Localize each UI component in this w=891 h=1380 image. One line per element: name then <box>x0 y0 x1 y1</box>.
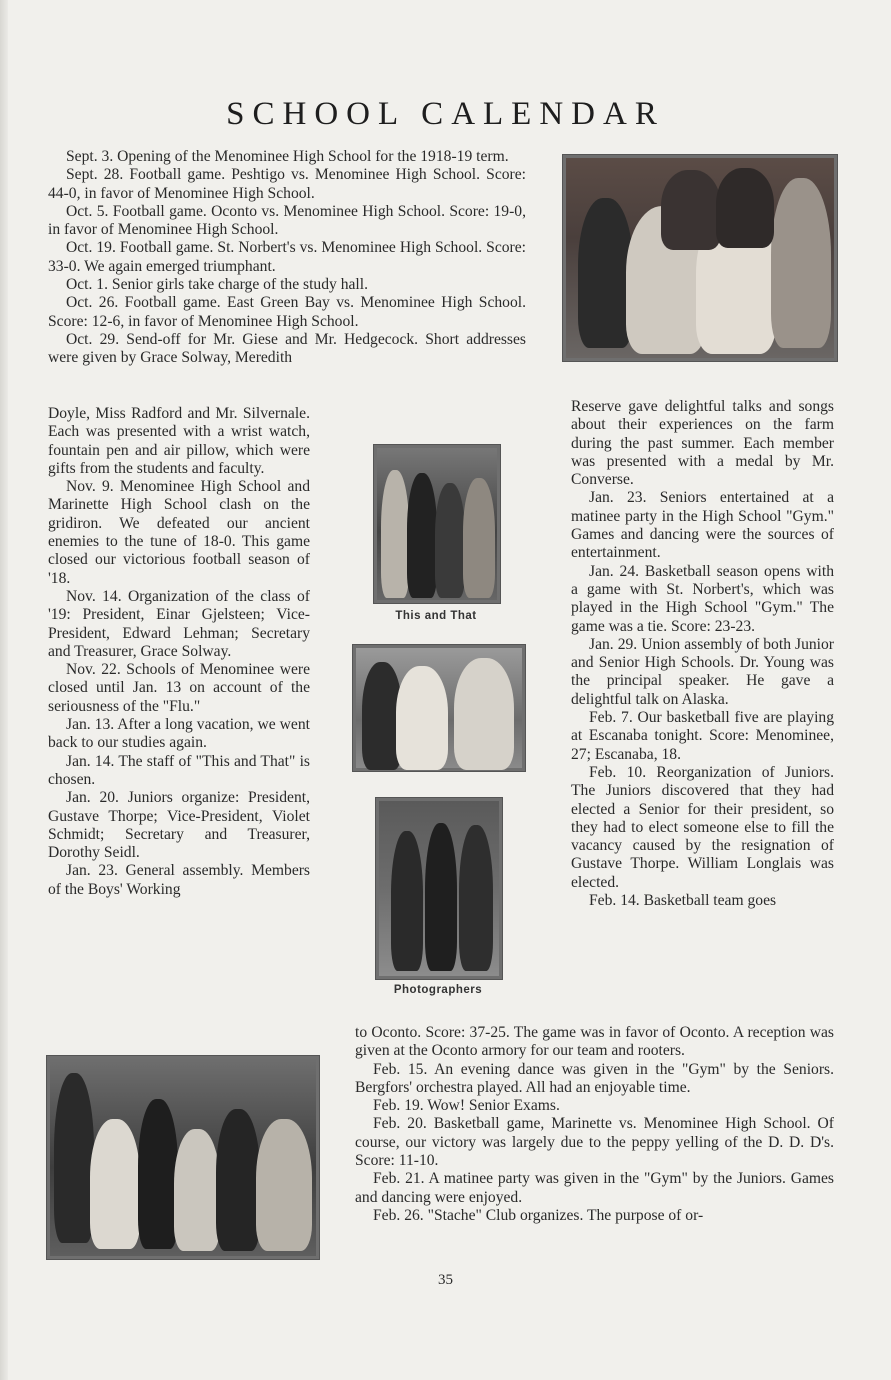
calendar-entry: Reserve gave delightful talks and songs about their experiences on the farm during the past summer. Each member was presented with a medal by Mr. Converse. <box>571 398 834 489</box>
page-title: SCHOOL CALENDAR <box>226 96 665 132</box>
calendar-entry: Feb. 21. A matinee party was given in the "Gym" by the Juniors. Games and dancing were enjoyed. <box>355 1170 834 1206</box>
photo-large-group <box>46 1055 320 1260</box>
calendar-entry: Feb. 7. Our basketball five are playing at Escanaba tonight. Score: Menominee, 27; Escanaba, 18. <box>571 709 834 763</box>
calendar-entry: Nov. 9. Menominee High School and Marinette High School clash on the gridiron. We defeated our ancient enemies to the tune of 18-0. This game closed our victorious football season of '18. <box>48 478 310 587</box>
photo-group-girls <box>562 154 838 362</box>
calendar-entry: Jan. 14. The staff of "This and That" is chosen. <box>48 752 310 788</box>
photo-photographers <box>375 797 503 980</box>
calendar-entry: Feb. 10. Reorganization of Juniors. The Juniors discovered that they had elected a Senior for their president, so they had to elect someone else to fill the vacancy caused by the resignation of Gustave Thorpe. William Longlais was elected. <box>571 763 834 891</box>
calendar-entry: Feb. 19. Wow! Senior Exams. <box>373 1097 560 1115</box>
calendar-entry: Oct. 19. Football game. St. Norbert's vs. Menominee High School. Score: 33-0. We again emerged triumphant. <box>48 239 526 275</box>
calendar-entry: Jan. 20. Juniors organize: President, Gustave Thorpe; Vice-President, Violet Schmidt; Secretary and Treasurer, Dorothy Seidl. <box>48 789 310 862</box>
calendar-entry: Feb. 20. Basketball game, Marinette vs. Menominee High School. Of course, our victory was largely due to the peppy yelling of the D. D. D's. Score: 11-10. <box>355 1115 834 1170</box>
calendar-entry: Oct. 5. Football game. Oconto vs. Menominee High School. Score: 19-0, in favor of Menominee High School. <box>48 202 526 239</box>
calendar-column-left <box>48 405 310 899</box>
calendar-entry: Oct. 26. Football game. East Green Bay vs. Menominee High School. Score: 12-6, in favor of Menominee High School. <box>48 294 526 330</box>
calendar-entry: Oct. 1. Senior girls take charge of the study hall. <box>66 276 368 294</box>
photo-this-and-that <box>373 444 501 604</box>
calendar-entry: Oct. 29. Send-off for Mr. Giese and Mr. Hedgecock. Short addresses were given by Grace Solway, Meredith <box>48 330 526 367</box>
caption-this-and-that: This and That <box>395 610 477 622</box>
page-number: 35 <box>438 1272 453 1288</box>
calendar-entry: Feb. 26. "Stache" Club organizes. The purpose of or- <box>373 1206 704 1224</box>
calendar-entry: Sept. 3. Opening of the Menominee High School for the 1918-19 term. <box>66 148 509 165</box>
page-gutter <box>0 0 8 1380</box>
calendar-entry: to Oconto. Score: 37-25. The game was in favor of Oconto. A reception was given at the Oconto armory for our team and rooters. <box>355 1024 834 1060</box>
calendar-entry: Doyle, Miss Radford and Mr. Silvernale. Each was presented with a wrist watch, fountain pen and air pillow, which were gifts from the students and faculty. <box>48 405 310 477</box>
photo-three-people <box>352 644 526 772</box>
caption-photographers: Photographers <box>393 984 483 996</box>
calendar-column-top <box>48 148 526 368</box>
calendar-entry: Nov. 22. Schools of Menominee were closed until Jan. 13 on account of the seriousness of the "Flu." <box>48 661 310 715</box>
calendar-entry: Jan. 13. After a long vacation, we went back to our studies again. <box>48 716 310 752</box>
calendar-column-right <box>571 398 834 910</box>
calendar-column-bottom <box>355 1024 834 1225</box>
calendar-entry: Jan. 23. Seniors entertained at a matinee party in the High School "Gym." Games and dancing were the sources of entertainment. <box>571 489 834 562</box>
calendar-entry: Jan. 29. Union assembly of both Junior and Senior High Schools. Dr. Young was the principal speaker. He gave a delightful talk on Alaska. <box>571 635 834 708</box>
calendar-entry: Feb. 15. An evening dance was given in the "Gym" by the Seniors. Bergfors' orchestra played. All had an enjoyable time. <box>355 1060 834 1096</box>
calendar-entry: Feb. 14. Basketball team goes <box>589 892 777 910</box>
calendar-entry: Sept. 28. Football game. Peshtigo vs. Menominee High School. Score: 44-0, in favor of Menominee High School. <box>48 166 526 202</box>
calendar-entry: Jan. 23. General assembly. Members of the Boys' Working <box>48 862 310 898</box>
calendar-entry: Jan. 24. Basketball season opens with a game with St. Norbert's, which was played in the High School "Gym." The game was a tie. Score: 23-23. <box>571 562 834 635</box>
calendar-entry: Nov. 14. Organization of the class of '19: President, Einar Gjelsteen; Vice-President, Edward Lehman; Secretary and Treasurer, Grace Solway. <box>48 587 310 660</box>
